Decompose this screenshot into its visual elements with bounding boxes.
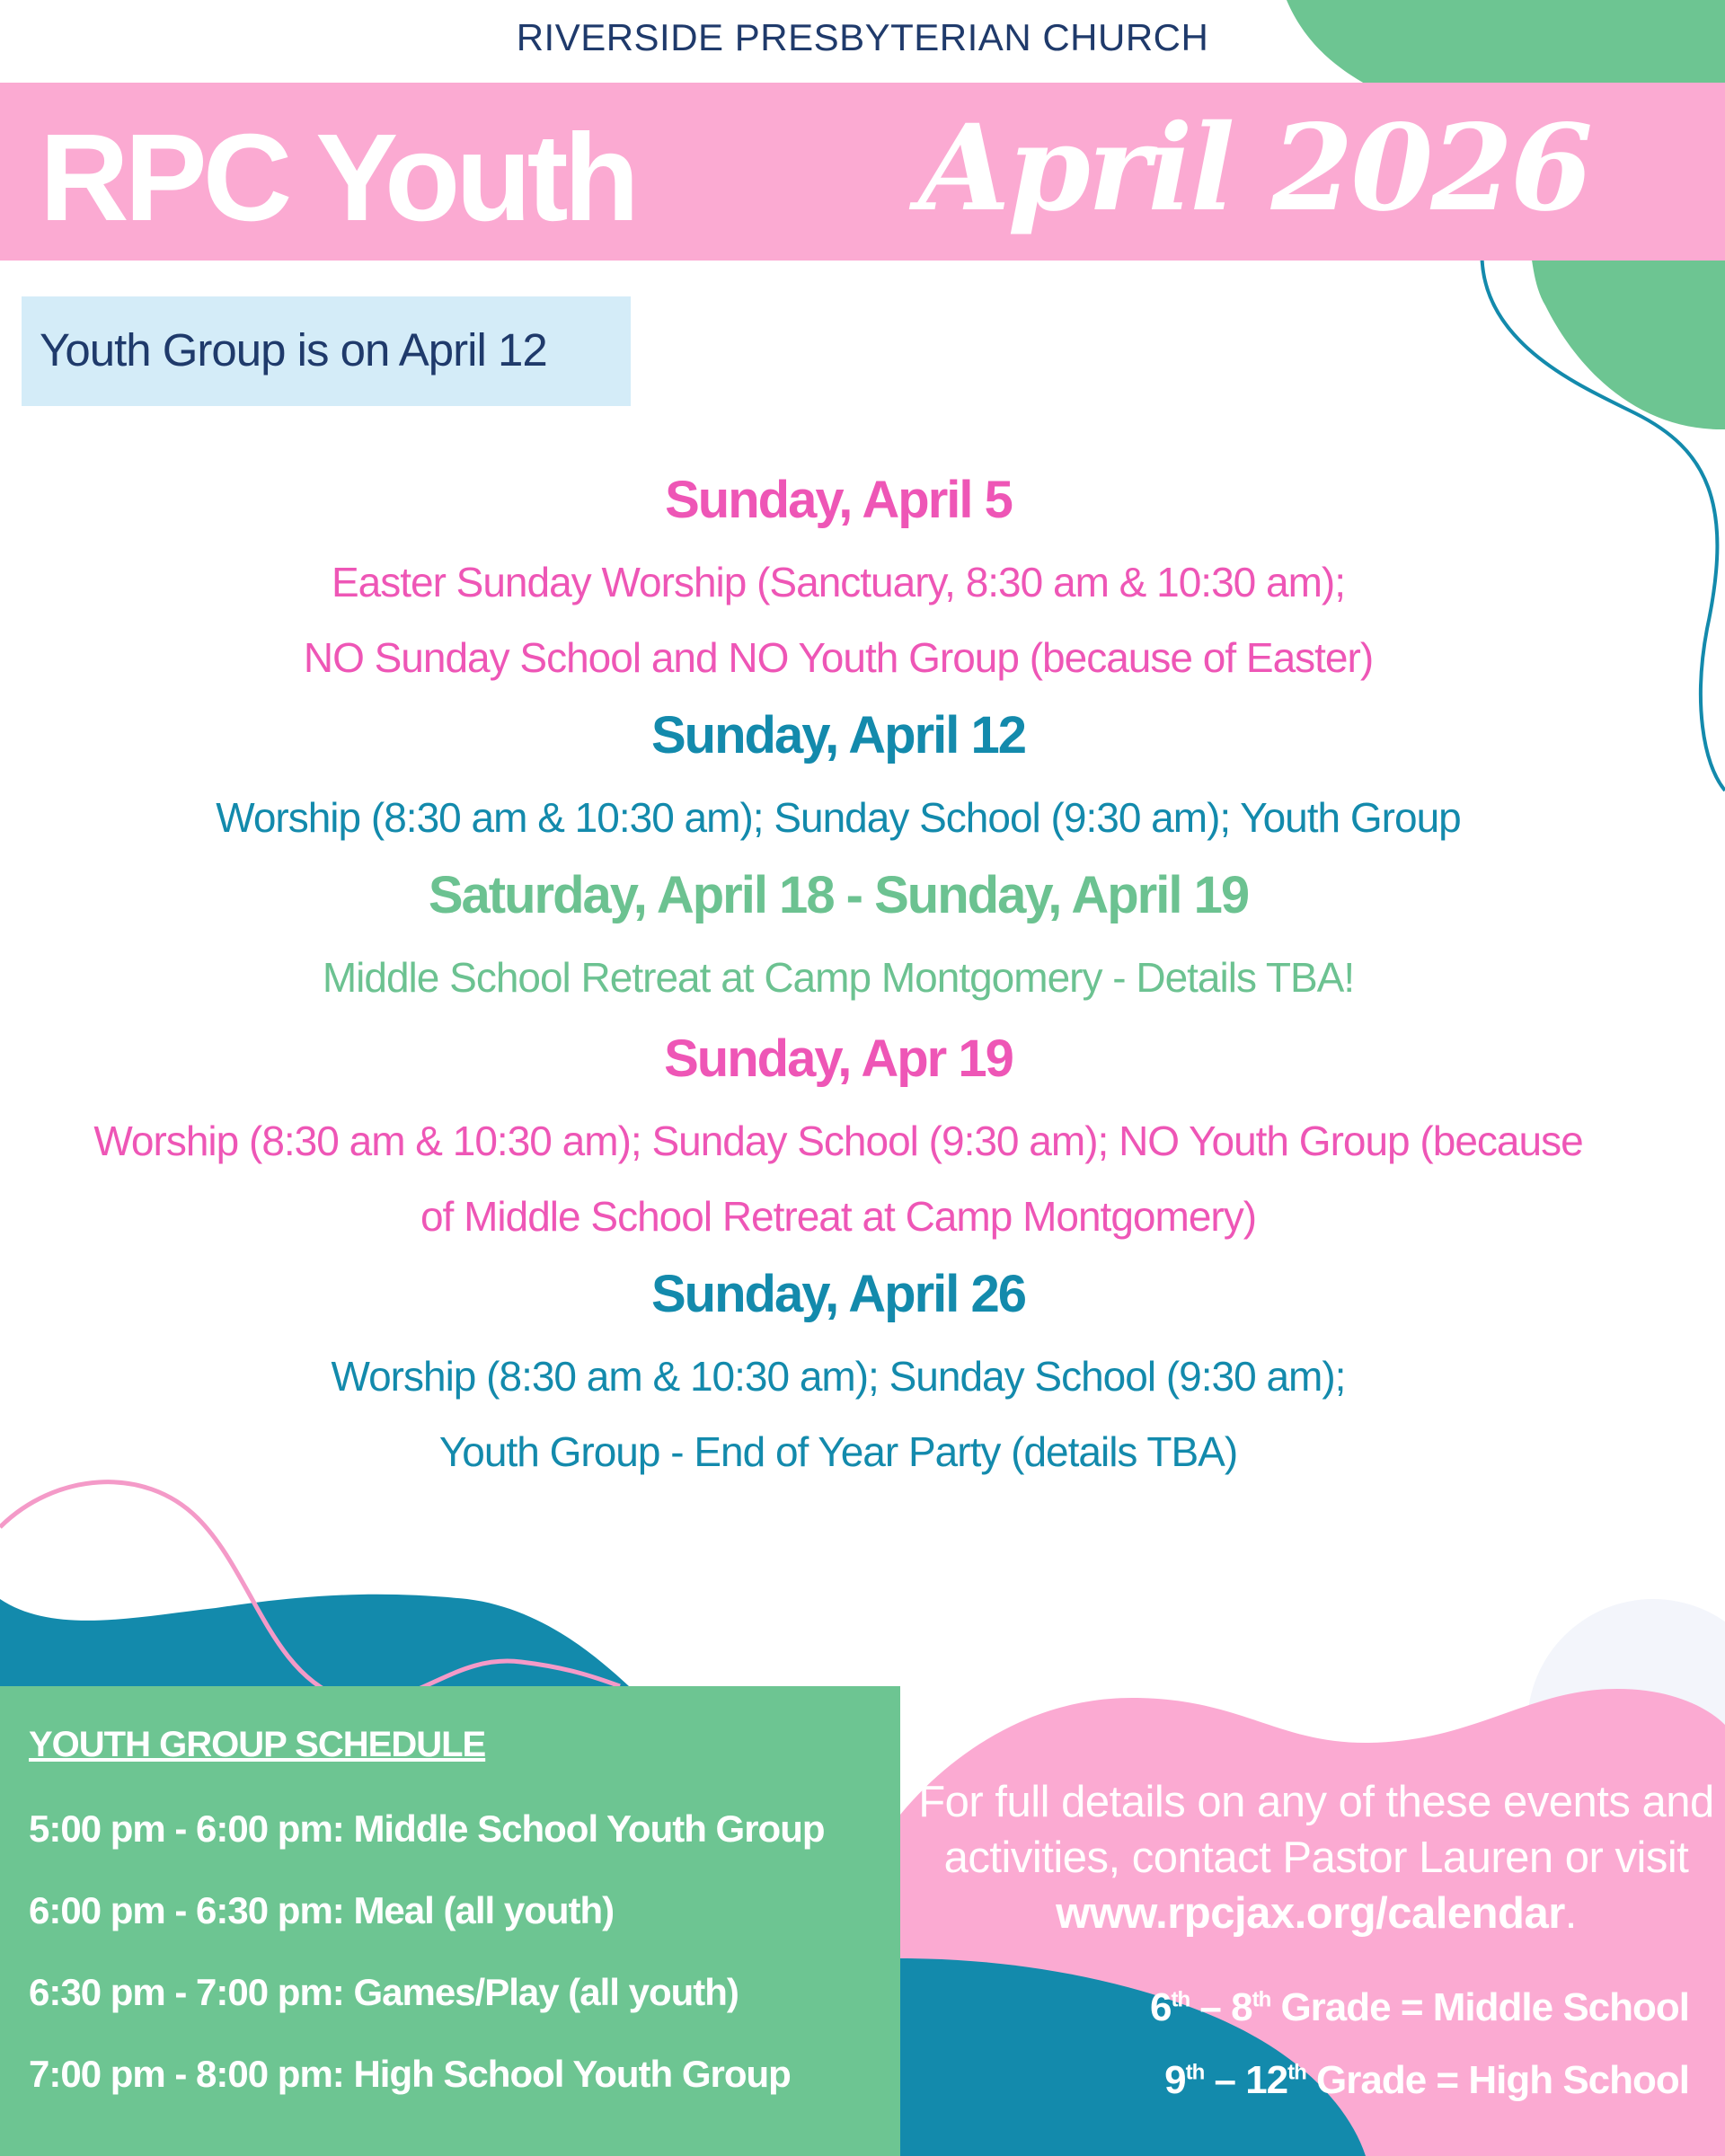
- event-description: [0, 1103, 1676, 1254]
- schedule-item: 7:00 pm - 8:00 pm: High School Youth Group: [29, 2053, 791, 2095]
- grade-to: 12: [1245, 2058, 1288, 2102]
- grade-to-suffix: th: [1252, 1987, 1271, 2012]
- grade-high-school: [1164, 2058, 1689, 2103]
- event-line: of Middle School Retreat at Camp Montgomery): [420, 1193, 1257, 1240]
- schedule-item: 5:00 pm - 6:00 pm: Middle School Youth Group: [29, 1807, 825, 1850]
- notice-text: Youth Group is on April 12: [40, 324, 547, 376]
- grade-to: 8: [1231, 1985, 1252, 2029]
- event-date: Saturday, April 18 - Sunday, April 19: [428, 866, 1249, 924]
- event-line: Easter Sunday Worship (Sanctuary, 8:30 am & 10:30 am);: [331, 559, 1346, 605]
- schedule-item: 6:30 pm - 7:00 pm: Games/Play (all youth): [29, 1971, 739, 2013]
- event-date: Sunday, April 26: [651, 1265, 1025, 1323]
- contact-punct: .: [1564, 1889, 1577, 1938]
- schedule-item: 6:00 pm - 6:30 pm: Meal (all youth): [29, 1889, 615, 1931]
- page-title: RPC Youth: [40, 109, 635, 247]
- grade-sep: –: [1190, 1985, 1232, 2029]
- grade-to-suffix: th: [1287, 2060, 1306, 2085]
- event-date: Sunday, April 5: [665, 471, 1012, 529]
- event-line: Youth Group - End of Year Party (details TBA): [438, 1428, 1238, 1475]
- event-date: Sunday, Apr 19: [664, 1029, 1013, 1088]
- contact-text: For full details on any of these events and activities, contact Pastor Lauren or visit: [918, 1778, 1714, 1882]
- teal-wave-bottom-left: [0, 1595, 629, 1686]
- event-line: Middle School Retreat at Camp Montgomery - Details TBA!: [322, 954, 1355, 1001]
- event-line: Worship (8:30 am & 10:30 am); Sunday School (9:30 am); NO Youth Group (because: [93, 1118, 1583, 1164]
- events-list: [0, 467, 1676, 1497]
- event-line: Worship (8:30 am & 10:30 am); Sunday School (9:30 am);: [331, 1353, 1346, 1400]
- grade-from: 9: [1164, 2058, 1186, 2102]
- grade-middle-school: [1150, 1985, 1689, 2030]
- contact-info: [907, 1774, 1725, 1941]
- event-description: [0, 1339, 1676, 1489]
- grade-sep: –: [1204, 2058, 1246, 2102]
- event-line: Worship (8:30 am & 10:30 am); Sunday School (9:30 am); Youth Group: [216, 794, 1461, 841]
- grade-label: Grade = Middle School: [1270, 1985, 1689, 2029]
- event-description: [0, 940, 1676, 1015]
- church-name: RIVERSIDE PRESBYTERIAN CHURCH: [516, 16, 1209, 58]
- event-line: NO Sunday School and NO Youth Group (because of Easter): [303, 634, 1374, 681]
- grade-from-suffix: th: [1171, 1987, 1190, 2012]
- month-title: April 2026: [918, 99, 1590, 238]
- event-description: [0, 544, 1676, 695]
- grade-label: Grade = High School: [1305, 2058, 1689, 2102]
- event-date: Sunday, April 12: [651, 706, 1025, 764]
- grade-from: 6: [1150, 1985, 1172, 2029]
- event-description: [0, 780, 1676, 855]
- calendar-link[interactable]: www.rpcjax.org/calendar: [1056, 1889, 1565, 1938]
- grade-from-suffix: th: [1185, 2060, 1205, 2085]
- schedule-heading: YOUTH GROUP SCHEDULE: [29, 1725, 486, 1764]
